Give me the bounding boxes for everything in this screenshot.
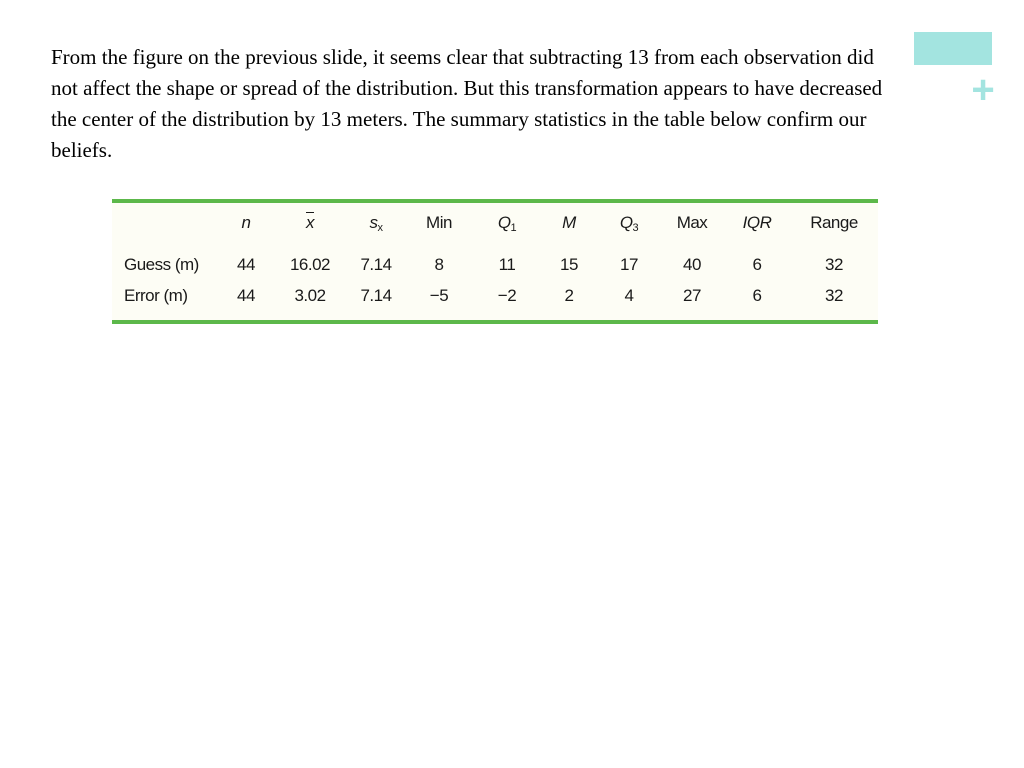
header-q3: [598, 213, 660, 249]
header-q1-subscript: 1: [510, 222, 517, 234]
row-label: Error (m): [124, 285, 188, 305]
cell-mean: 16.02: [289, 254, 331, 274]
cell-n: 44: [237, 254, 255, 274]
summary-statistics-table: [112, 199, 878, 324]
header-blank: [112, 213, 220, 249]
header-n: n: [241, 213, 251, 232]
header-q3-symbol: Q: [619, 213, 633, 232]
cell-max: 40: [683, 254, 701, 274]
table-row: [112, 280, 878, 311]
cell-min: 8: [434, 254, 444, 274]
plus-icon: +: [971, 68, 995, 112]
header-iqr: IQR: [742, 213, 772, 232]
header-sx-symbol: s: [369, 213, 378, 232]
cell-mean: 3.02: [294, 285, 326, 305]
stats-table: [112, 213, 878, 311]
cell-median: 15: [560, 254, 578, 274]
slide-body-text: From the figure on the previous slide, it seems clear that subtracting 13 from each observation did not affect the shape or spread of the distribution. But this transformation appears to have decreased the center of the distribution by 13 meters. The summary statistics in the table below confirm our beliefs.: [51, 45, 883, 162]
header-max: Max: [676, 213, 708, 232]
cell-range: 32: [825, 254, 843, 274]
cell-q1: 11: [498, 254, 516, 274]
cell-range: 32: [825, 285, 843, 305]
cell-sx: 7.14: [360, 285, 392, 305]
cell-q3: 17: [620, 254, 638, 274]
header-range: Range: [810, 213, 858, 232]
header-median: M: [562, 213, 576, 232]
header-q1-symbol: Q: [497, 213, 511, 232]
cell-iqr: 6: [752, 285, 762, 305]
cell-sx: 7.14: [360, 254, 392, 274]
table-row: [112, 249, 878, 280]
header-mean: [272, 213, 348, 249]
cell-median: 2: [564, 285, 574, 305]
header-sx-subscript: x: [377, 222, 383, 234]
header-min: Min: [426, 213, 452, 232]
header-q3-subscript: 3: [632, 222, 639, 234]
table-header-row: [112, 213, 878, 249]
cell-max: 27: [683, 285, 701, 305]
header-mean-symbol: $\overline{x}$: [306, 213, 314, 232]
header-q1: [474, 213, 540, 249]
row-label: Guess (m): [124, 254, 199, 274]
cell-iqr: 6: [752, 254, 762, 274]
header-sx: [348, 213, 404, 249]
accent-bar: [914, 32, 992, 65]
cell-min: −5: [429, 285, 449, 305]
cell-q3: 4: [624, 285, 634, 305]
cell-q1: −2: [497, 285, 517, 305]
cell-n: 44: [237, 285, 255, 305]
